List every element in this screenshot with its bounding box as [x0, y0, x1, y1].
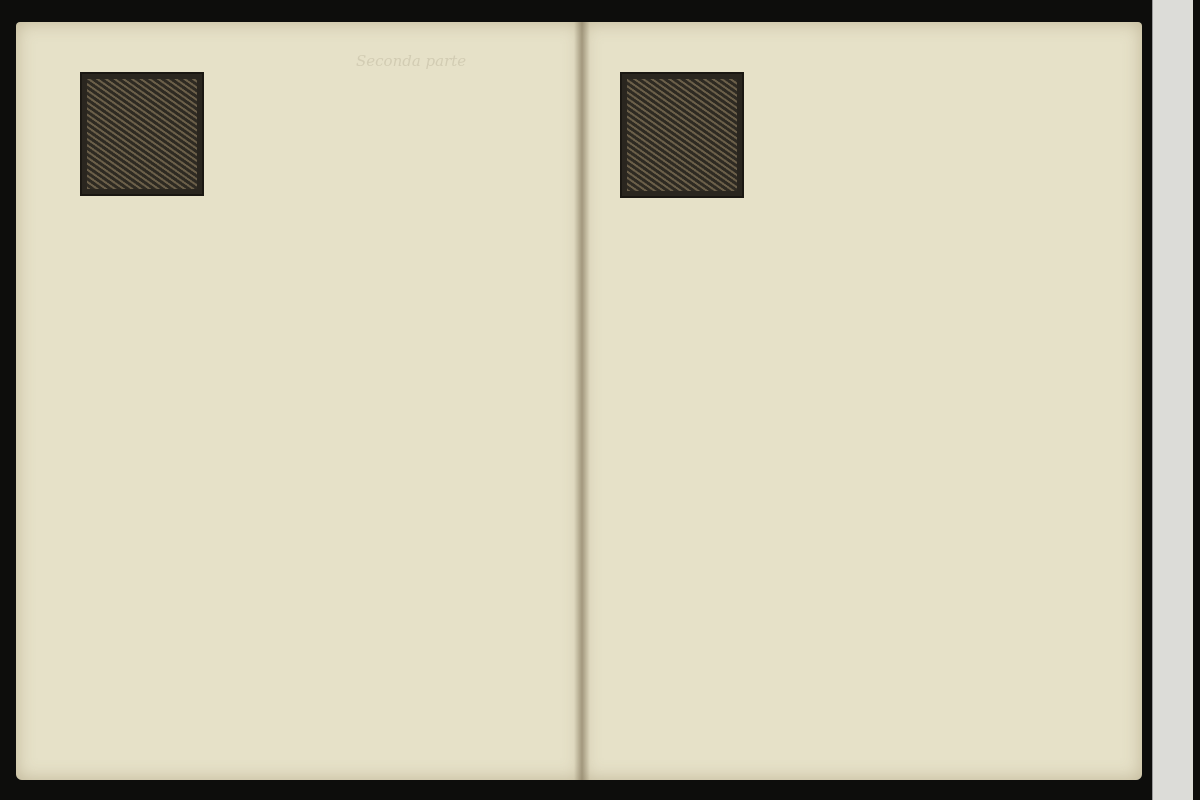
right-initial-woodcut — [620, 72, 744, 198]
left-initial-letter — [82, 74, 202, 194]
right-page — [582, 22, 1142, 780]
left-page — [16, 22, 582, 780]
right-initial-letter — [622, 74, 742, 196]
book-gutter — [574, 22, 590, 780]
left-initial-woodcut — [80, 72, 204, 196]
ruler-ticks — [1153, 0, 1193, 800]
show-through-text: Seconda parte — [356, 52, 467, 70]
measurement-ruler — [1152, 0, 1193, 800]
